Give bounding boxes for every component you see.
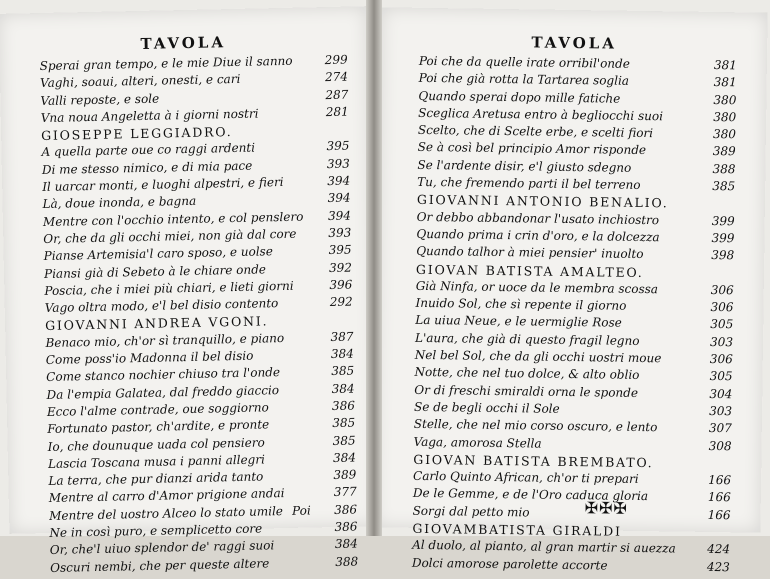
poem-incipit: Vaghi, soaui, alteri, onesti, e cari xyxy=(39,72,241,91)
author-name: GIOSEPPE LEGGIADRO. xyxy=(40,124,233,144)
poem-incipit: Oscuri nembi, che per queste altere xyxy=(50,555,270,575)
running-head-left: TAVOLA xyxy=(140,33,227,53)
poem-incipit: Quando sperai dopo mille fatiche xyxy=(418,88,621,106)
poem-incipit: Là, doue inonda, e bagna xyxy=(42,194,197,212)
poem-incipit: Di me stesso nimico, e di mia pace xyxy=(41,158,253,177)
poem-incipit: Mentre del uostro Alceo lo stato umile xyxy=(48,503,284,523)
index-list-left xyxy=(40,53,359,578)
page-number: 303 xyxy=(709,403,733,419)
poem-incipit: Piansi già di Sebeto à le chiare onde xyxy=(43,261,267,281)
page-number: 423 xyxy=(706,559,730,574)
poem-incipit: L'aura, che già di questo fragil legno xyxy=(414,330,640,348)
page-number: 304 xyxy=(709,386,733,401)
poem-incipit: De le Gemme, e de l'Oro caduca gloria xyxy=(412,486,649,504)
page-number: 287 xyxy=(325,87,349,102)
page-number: 380 xyxy=(713,109,737,125)
poem-incipit: Al duolo, al pianto, al gran martir si auezza xyxy=(412,538,676,556)
ornament-icon: ✠✠✠ xyxy=(584,498,629,518)
page-number: 399 xyxy=(711,213,735,228)
page-number: 381 xyxy=(713,75,737,90)
poem-incipit: Mentre con l'occhio intento, e col penslero xyxy=(42,209,304,229)
page-number: 281 xyxy=(325,104,349,119)
poem-incipit: Dolci amorose parolette accorte xyxy=(411,555,608,573)
page-number: 166 xyxy=(707,490,731,505)
author-name: GIOVAN BATISTA BREMBATO. xyxy=(413,451,654,470)
page-number: 166 xyxy=(707,507,731,522)
author-name: GIOVANNI ANTONIO BENALIO. xyxy=(416,192,669,211)
page-number: 166 xyxy=(708,473,732,488)
poem-incipit: La terra, che pur dianzi arida tanto xyxy=(48,469,264,489)
poem-incipit: Sceglica Aretusa entro à begliocchi suoi xyxy=(418,105,664,124)
page-number: 386 xyxy=(331,398,356,413)
page-number: 305 xyxy=(709,369,733,384)
page-number: 395 xyxy=(326,139,350,154)
page-number: 385 xyxy=(331,363,355,379)
page-number: 396 xyxy=(329,277,353,292)
page-number: 387 xyxy=(330,329,354,344)
page-number: 394 xyxy=(327,173,351,189)
poem-incipit: Sorgi dal petto mio xyxy=(412,503,530,520)
running-head-right: TAVOLA xyxy=(531,33,618,53)
poem-incipit: Benaco mio, ch'or sì tranquillo, e piano xyxy=(45,330,285,350)
catchword: Poi xyxy=(291,503,311,518)
poem-incipit: Poi che da quelle irate orribil'onde xyxy=(418,53,630,71)
poem-incipit: Or di freschi smiraldi orna le sponde xyxy=(414,382,639,400)
page-number: 380 xyxy=(713,92,737,107)
page-number: 393 xyxy=(328,225,352,241)
poem-incipit: Lascia Toscana musa i panni allegri xyxy=(47,452,265,471)
author-name: GIOVAN BATISTA AMALTEO. xyxy=(415,261,644,280)
poem-incipit: Nel bel Sol, che da gli occhi uostri moue xyxy=(414,347,662,366)
page-number: 395 xyxy=(328,242,352,258)
page-number: 424 xyxy=(707,542,731,557)
page-number: 307 xyxy=(708,421,732,436)
poem-incipit: Poscia, che i miei più chiari, e lieti giorni xyxy=(44,278,294,298)
poem-incipit: Carlo Quinto African, ch'or ti prepari xyxy=(413,468,639,487)
poem-incipit: Se de begli occhi il Sole xyxy=(413,399,560,416)
page-number: 389 xyxy=(333,467,357,483)
poem-incipit: La uiua Neue, e le uermiglie Rose xyxy=(415,313,622,331)
page-number: 399 xyxy=(711,230,735,246)
page-number: 274 xyxy=(324,69,349,85)
page-number: 380 xyxy=(712,127,737,142)
poem-incipit: Quando prima i crin d'oro, e la dolcezza xyxy=(416,226,660,245)
page-number: 384 xyxy=(331,381,355,396)
author-name: GIOVAMBATISTA GIRALDI xyxy=(412,520,622,539)
left-page xyxy=(0,6,377,575)
page-number: 377 xyxy=(333,484,357,500)
poem-incipit: Valli reposte, e sole xyxy=(40,91,160,108)
right-page xyxy=(374,7,767,574)
page-number: 306 xyxy=(709,351,733,367)
poem-incipit: Or, che da gli occhi miei, non già dal core xyxy=(43,226,297,246)
poem-incipit: Inuido Sol, che sì repente il giorno xyxy=(415,295,627,313)
page-number: 384 xyxy=(332,450,357,465)
poem-incipit: Vna noua Angeletta à i giorni nostri xyxy=(40,106,259,125)
page-number: 393 xyxy=(326,156,350,171)
page-number: 386 xyxy=(334,519,358,535)
page-number: 308 xyxy=(708,438,732,453)
poem-incipit: Fortunato pastor, ch'ardite, e pronte xyxy=(47,417,270,437)
index-entry xyxy=(412,555,730,577)
poem-incipit: Se à così bel principio Amor risponde xyxy=(417,140,647,158)
page-number: 303 xyxy=(710,334,734,350)
page-number: 392 xyxy=(328,260,353,275)
page-number: 385 xyxy=(332,415,356,431)
page-number: 381 xyxy=(713,57,737,73)
page-number: 394 xyxy=(327,208,352,223)
poem-incipit: Ne in così puro, e semplicetto core xyxy=(49,521,263,540)
poem-incipit: Se l'ardente disir, e'l giusto sdegno xyxy=(417,157,632,175)
page-number: 386 xyxy=(333,502,358,517)
poem-incipit: Già Ninfa, or uoce da le membra scossa xyxy=(415,278,659,297)
page-number: 306 xyxy=(710,300,734,315)
page-number: 388 xyxy=(712,161,736,177)
poem-incipit: Io, che dounuque uada col pensiero xyxy=(47,434,265,454)
author-name: GIOVANNI ANDREA VGONI. xyxy=(44,313,269,334)
poem-incipit: Or debbo abbandonar l'usato inchiostro xyxy=(416,209,660,227)
poem-incipit: Il uarcar monti, e luoghi alpestri, e fieri xyxy=(42,175,284,195)
page-number: 385 xyxy=(332,433,356,448)
poem-incipit: Mentre al carro d'Amor prigione andai xyxy=(48,486,285,506)
poem-incipit: A quella parte oue co raggi ardenti xyxy=(41,141,256,160)
page-number: 389 xyxy=(712,144,736,159)
book-gutter xyxy=(366,0,382,536)
poem-incipit: Come stanco nochier chiuso tra l'onde xyxy=(46,365,281,385)
poem-incipit: Notte, che nel tuo dolce, & alto oblio xyxy=(414,365,640,383)
page-number: 388 xyxy=(335,554,359,569)
poem-incipit: Poi che già rotta la Tartarea soglia xyxy=(418,71,630,89)
poem-incipit: Pianse Artemisia'l caro sposo, e uolse xyxy=(43,244,273,264)
poem-incipit: Tu, che fremendo parti il bel terreno xyxy=(417,174,641,193)
poem-incipit: Stelle, che nel mio corso oscuro, e lento xyxy=(413,417,658,435)
poem-incipit: Ecco l'alme contrade, oue soggiorno xyxy=(46,400,269,419)
poem-incipit: Vaga, amorosa Stella xyxy=(413,434,542,451)
page-number: 292 xyxy=(329,294,353,310)
page-number: 384 xyxy=(330,346,354,362)
index-list-right xyxy=(412,54,737,577)
poem-incipit: Vago oltra modo, e'l bel disio contento xyxy=(44,296,279,316)
poem-incipit: Sperai gran tempo, e le mie Diue il sanno xyxy=(39,53,293,74)
page-number: 394 xyxy=(327,190,351,206)
page-number: 299 xyxy=(324,52,348,68)
page-number: 398 xyxy=(711,248,735,263)
page-number: 384 xyxy=(334,536,358,552)
page-number: 305 xyxy=(710,317,734,332)
poem-incipit: Or, che'l uiuo splendor de' raggi suoi xyxy=(49,538,275,558)
page-number: 306 xyxy=(710,282,734,298)
page-number: 385 xyxy=(712,179,736,194)
poem-incipit: Da l'empia Galatea, dal freddo giaccio xyxy=(46,382,280,402)
poem-incipit: Scelto, che di Scelte erbe, e scelti fiori xyxy=(417,123,654,141)
poem-incipit: Come poss'io Madonna il bel disio xyxy=(45,348,254,368)
poem-incipit: Quando talhor à miei pensier' inuolto xyxy=(416,244,644,262)
